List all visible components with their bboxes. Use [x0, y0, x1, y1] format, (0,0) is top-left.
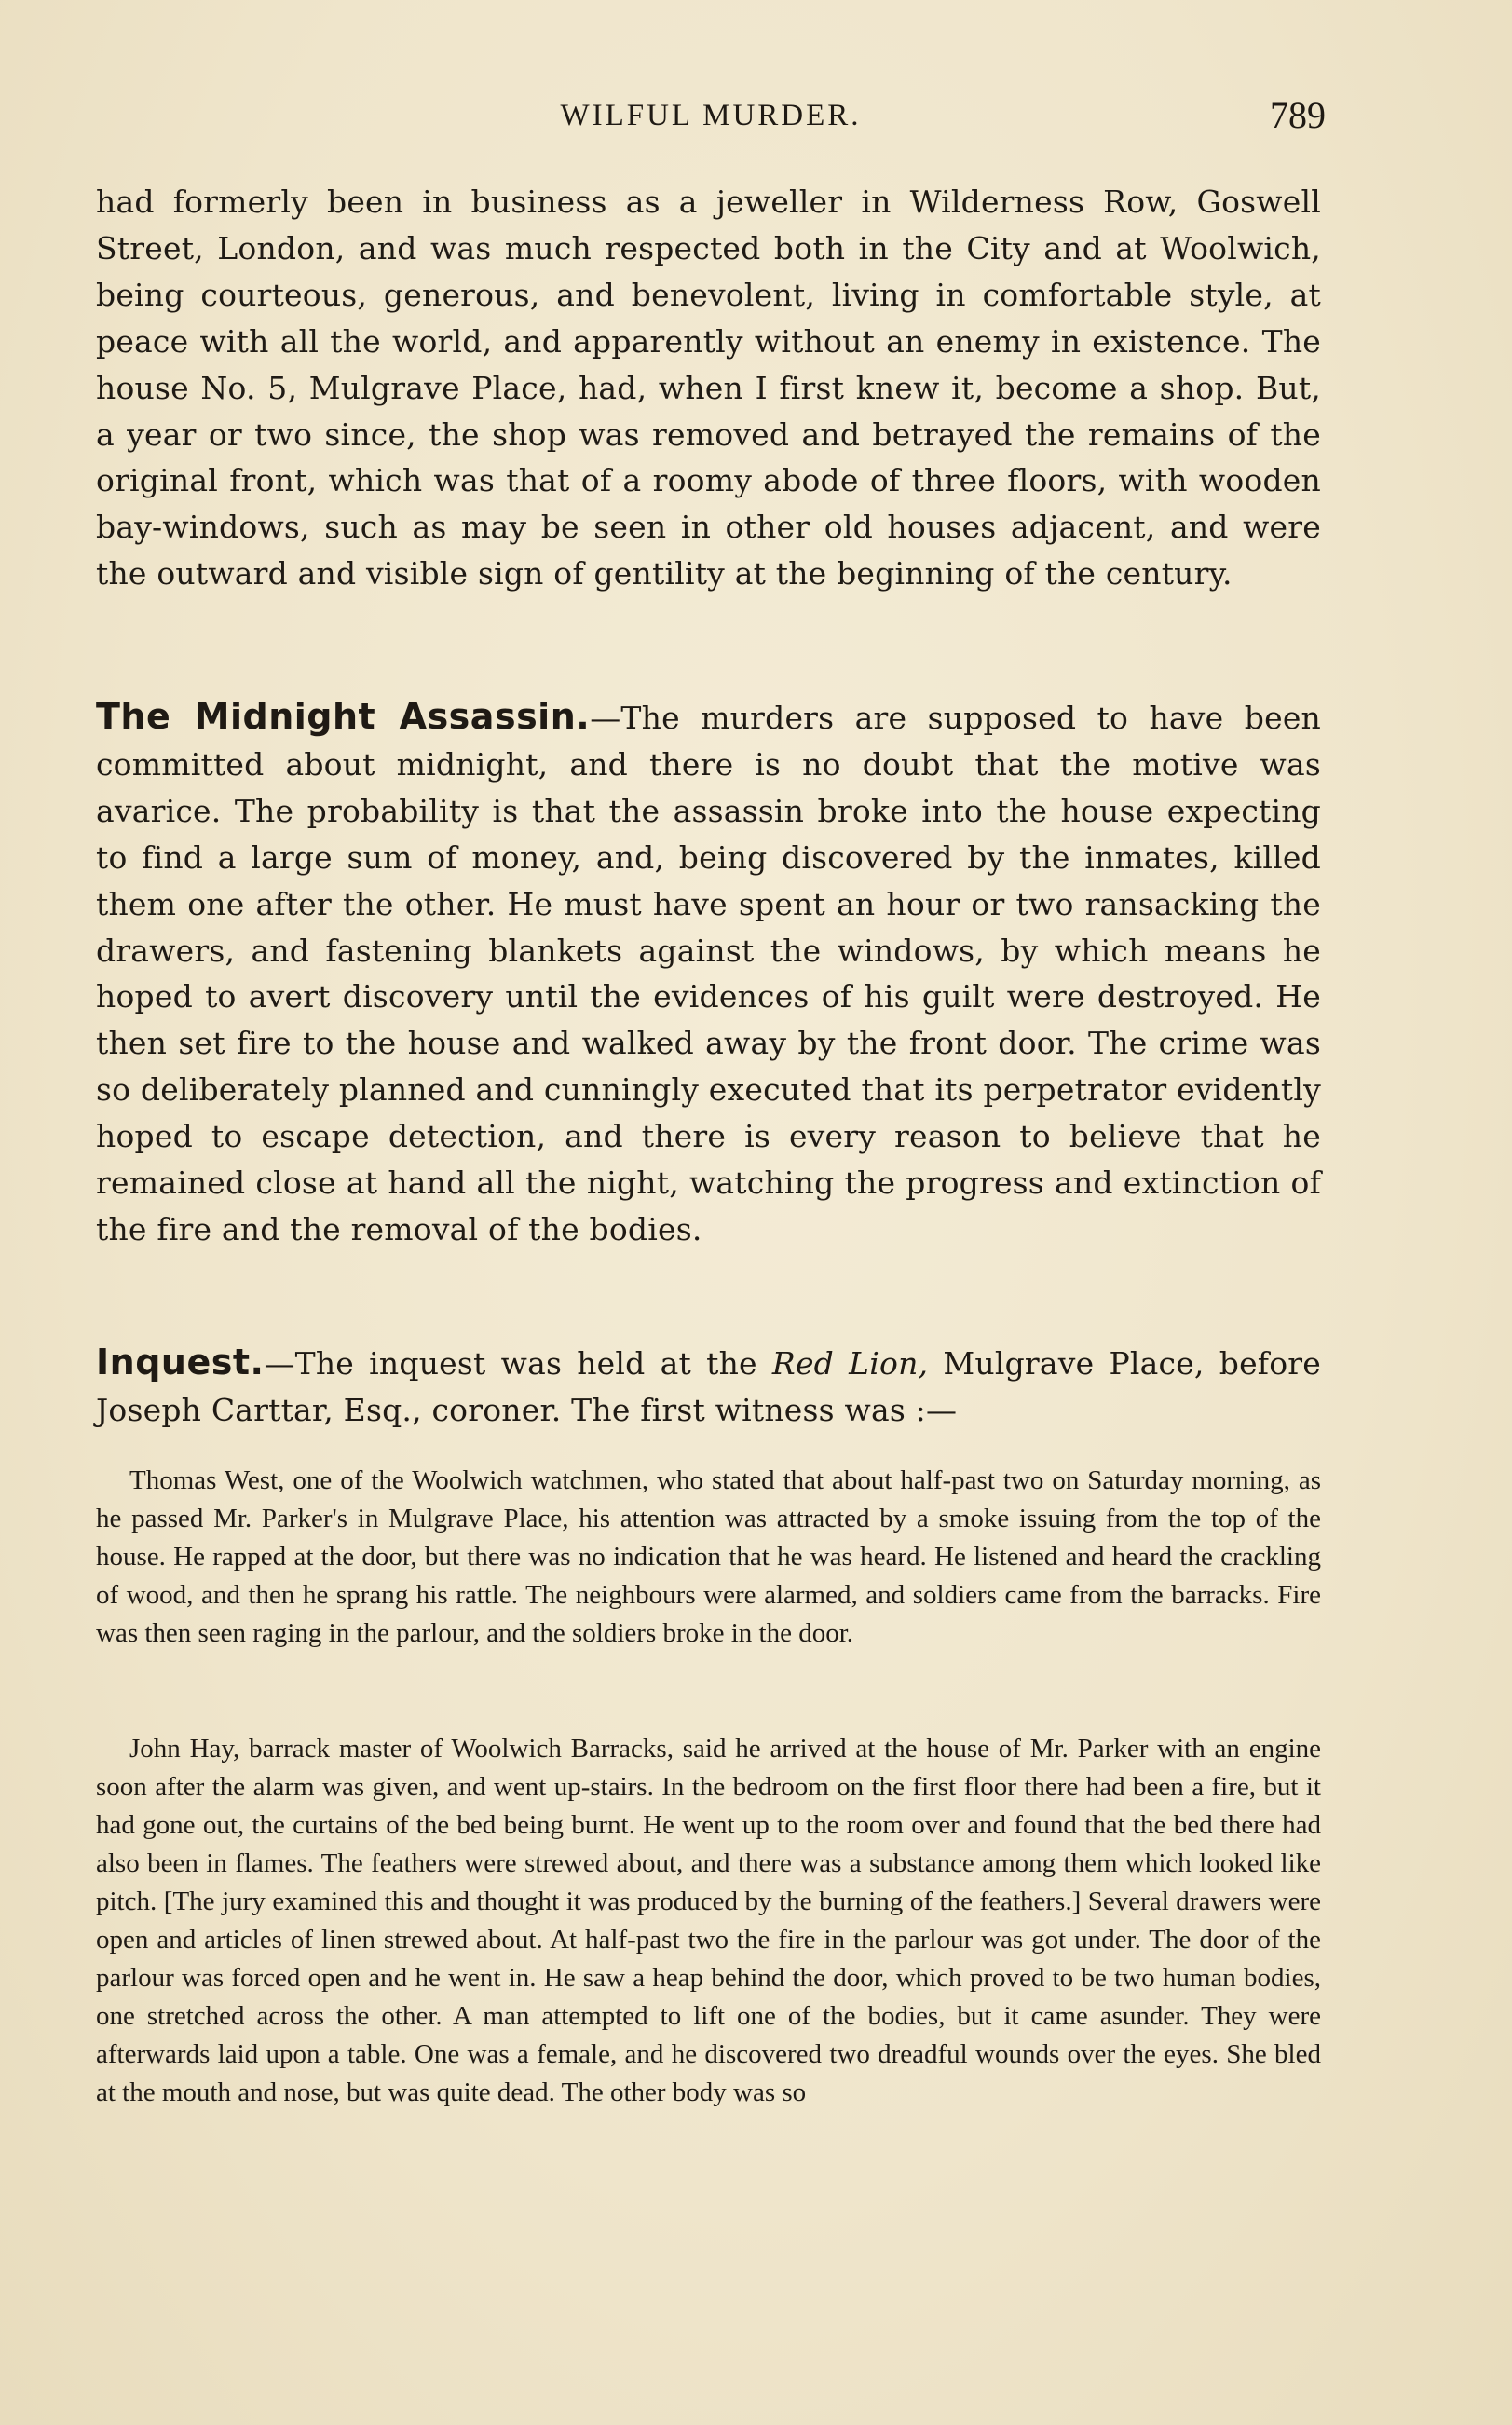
paragraph-inquest-text-before: —The inquest was held at the [264, 1345, 757, 1382]
running-title: WILFUL MURDER. [560, 99, 862, 132]
paragraph-inquest-italic: Red Lion, [771, 1345, 929, 1382]
testimony-john-hay: John Hay, barrack master of Woolwich Barracks, said he arrived at the house of Mr. Parker with an engine soon after the alarm was given, and went up-stairs. In the bedroom on the first floor there had been a fire, but it had gone out, the curtains of the bed being burnt. He went up to the room over and found that the bed there had also been in flames. The feathers were strewed about, and there was a substance among them which looked like pitch. [The jury examined this and thought it was produced by the burning of the feathers.] Several drawers were open and articles of linen strewed about. At half-past two the fire in the parlour was got under. The door of the parlour was forced open and he went in. He saw a heap behind the door, which proved to be two human bodies, one stretched across the other. A man attempted to lift one of the bodies, but it came asunder. They were afterwards laid upon a table. One was a female, and he discovered two dreadful wounds over the eyes. She bled at the mouth and nose, but was quite dead. The other body was so [96, 1734, 1321, 2107]
section-heading-inquest: Inquest. [96, 1342, 265, 1383]
section-heading-midnight-assassin: The Midnight Assassin. [96, 696, 591, 737]
testimony-thomas-west: Thomas West, one of the Woolwich watchmen, who stated that about half-past two on Saturday morning, as he passed Mr. Parker's in Mulgrave Place, his attention was attracted by a smoke issuing from the top of the house. He rapped at the door, but there was no indication that he was heard. He listened and heard the crackling of wood, and then he sprang his rattle. The neighbours were alarmed, and soldiers came from the barracks. Fire was then seen raging in the parlour, and the soldiers broke in the door. [96, 1465, 1321, 1648]
running-head [96, 93, 1326, 140]
paragraph-jeweller: had formerly been in business as a jeweller in Wilderness Row, Goswell Street, London, and was much respected both in the City and at Woolwich, being courteous, generous, and benevolent, living in comfortable style, at peace with all the world, and apparently without an enemy in existence. The house No. 5, Mulgrave Place, had, when I first knew it, become a shop. But, a year or two since, the shop was removed and betrayed the remains of the original front, which was that of a roomy abode of three floors, with wooden bay-windows, such as may be seen in other old houses adjacent, and were the outward and visible sign of gentility at the beginning of the century. [96, 184, 1321, 593]
paragraph-inquest [96, 1340, 1321, 1434]
paragraph-midnight-assassin-text: —The murders are supposed to have been committed about midnight, and there is no doubt that the motive was avarice. The probability is that the assassin broke into the house expecting to find a large sum of money, and, being discovered by the inmates, killed them one after the other. He must have spent an hour or two ransacking the drawers, and fastening blankets against the windows, by which means he hoped to avert discovery until the evidences of his guilt were destroyed. He then set fire to the house and walked away by the front door. The crime was so deliberately planned and cunningly executed that its perpetrator evidently hoped to escape detection, and there is every reason to believe that he remained close at hand all the night, watching the progress and extinction of the fire and the removal of the bodies. [96, 700, 1321, 1247]
paragraph-inquest-text-after: Mulgrave Place, before Joseph Carttar, Esq., coroner. The first witness was :— [96, 1345, 1321, 1428]
paragraph-midnight-assassin [96, 694, 1321, 1253]
page-number: 789 [1270, 94, 1326, 136]
